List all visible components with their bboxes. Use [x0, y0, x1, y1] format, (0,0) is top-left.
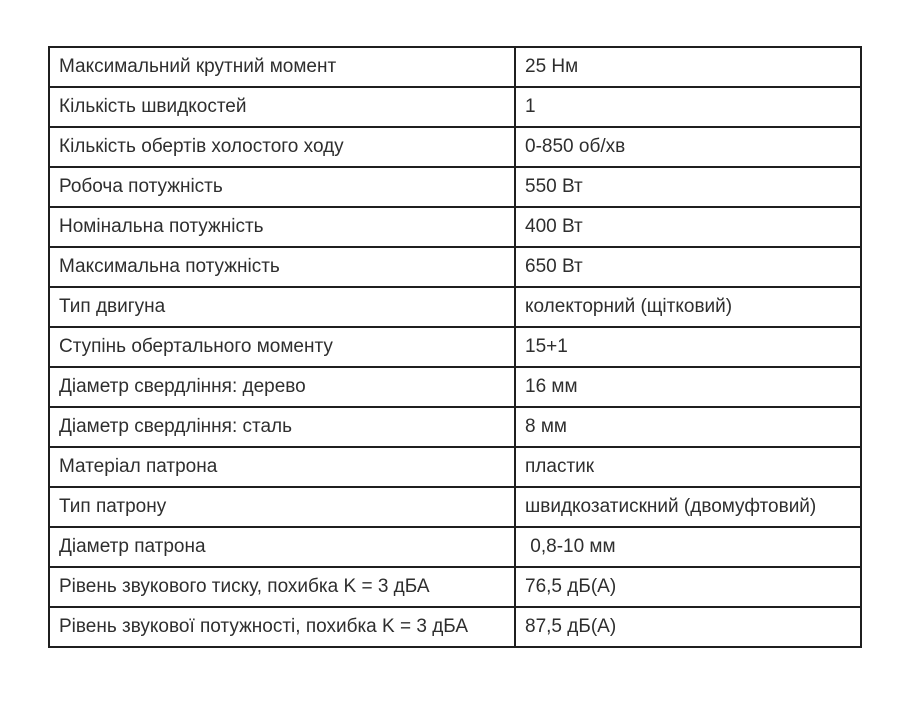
spec-value: 87,5 дБ(А): [515, 607, 861, 647]
table-row: [49, 407, 861, 447]
spec-name: Діаметр свердління: сталь: [49, 407, 515, 447]
specifications-table: [48, 46, 862, 648]
table-row: [49, 287, 861, 327]
table-row: [49, 207, 861, 247]
table-row: [49, 567, 861, 607]
spec-value: 76,5 дБ(А): [515, 567, 861, 607]
spec-value: 25 Нм: [515, 47, 861, 87]
spec-name: Кількість обертів холостого ходу: [49, 127, 515, 167]
spec-name: Кількість швидкостей: [49, 87, 515, 127]
spec-value: пластик: [515, 447, 861, 487]
spec-name: Рівень звукової потужності, похибка K = 3 дБА: [49, 607, 515, 647]
spec-value: швидкозатискний (двомуфтовий): [515, 487, 861, 527]
spec-name: Діаметр патрона: [49, 527, 515, 567]
spec-name: Діаметр свердління: дерево: [49, 367, 515, 407]
spec-value: 400 Вт: [515, 207, 861, 247]
spec-value: 0,8-10 мм: [515, 527, 861, 567]
spec-value: колекторний (щітковий): [515, 287, 861, 327]
spec-name: Максимальний крутний момент: [49, 47, 515, 87]
spec-value: 16 мм: [515, 367, 861, 407]
spec-value: 15+1: [515, 327, 861, 367]
table-row: [49, 607, 861, 647]
spec-name: Номінальна потужність: [49, 207, 515, 247]
table-row: [49, 487, 861, 527]
spec-value: 550 Вт: [515, 167, 861, 207]
spec-value: 0-850 об/хв: [515, 127, 861, 167]
spec-value: 1: [515, 87, 861, 127]
table-row: [49, 87, 861, 127]
table-row: [49, 127, 861, 167]
table-row: [49, 447, 861, 487]
table-row: [49, 167, 861, 207]
spec-name: Рівень звукового тиску, похибка K = 3 дБА: [49, 567, 515, 607]
table-row: [49, 247, 861, 287]
spec-value: 8 мм: [515, 407, 861, 447]
spec-name: Матеріал патрона: [49, 447, 515, 487]
spec-name: Тип патрону: [49, 487, 515, 527]
table-row: [49, 47, 861, 87]
spec-name: Робоча потужність: [49, 167, 515, 207]
spec-value: 650 Вт: [515, 247, 861, 287]
spec-name: Максимальна потужність: [49, 247, 515, 287]
spec-name: Ступінь обертального моменту: [49, 327, 515, 367]
table-row: [49, 327, 861, 367]
table-row: [49, 527, 861, 567]
table-row: [49, 367, 861, 407]
spec-name: Тип двигуна: [49, 287, 515, 327]
